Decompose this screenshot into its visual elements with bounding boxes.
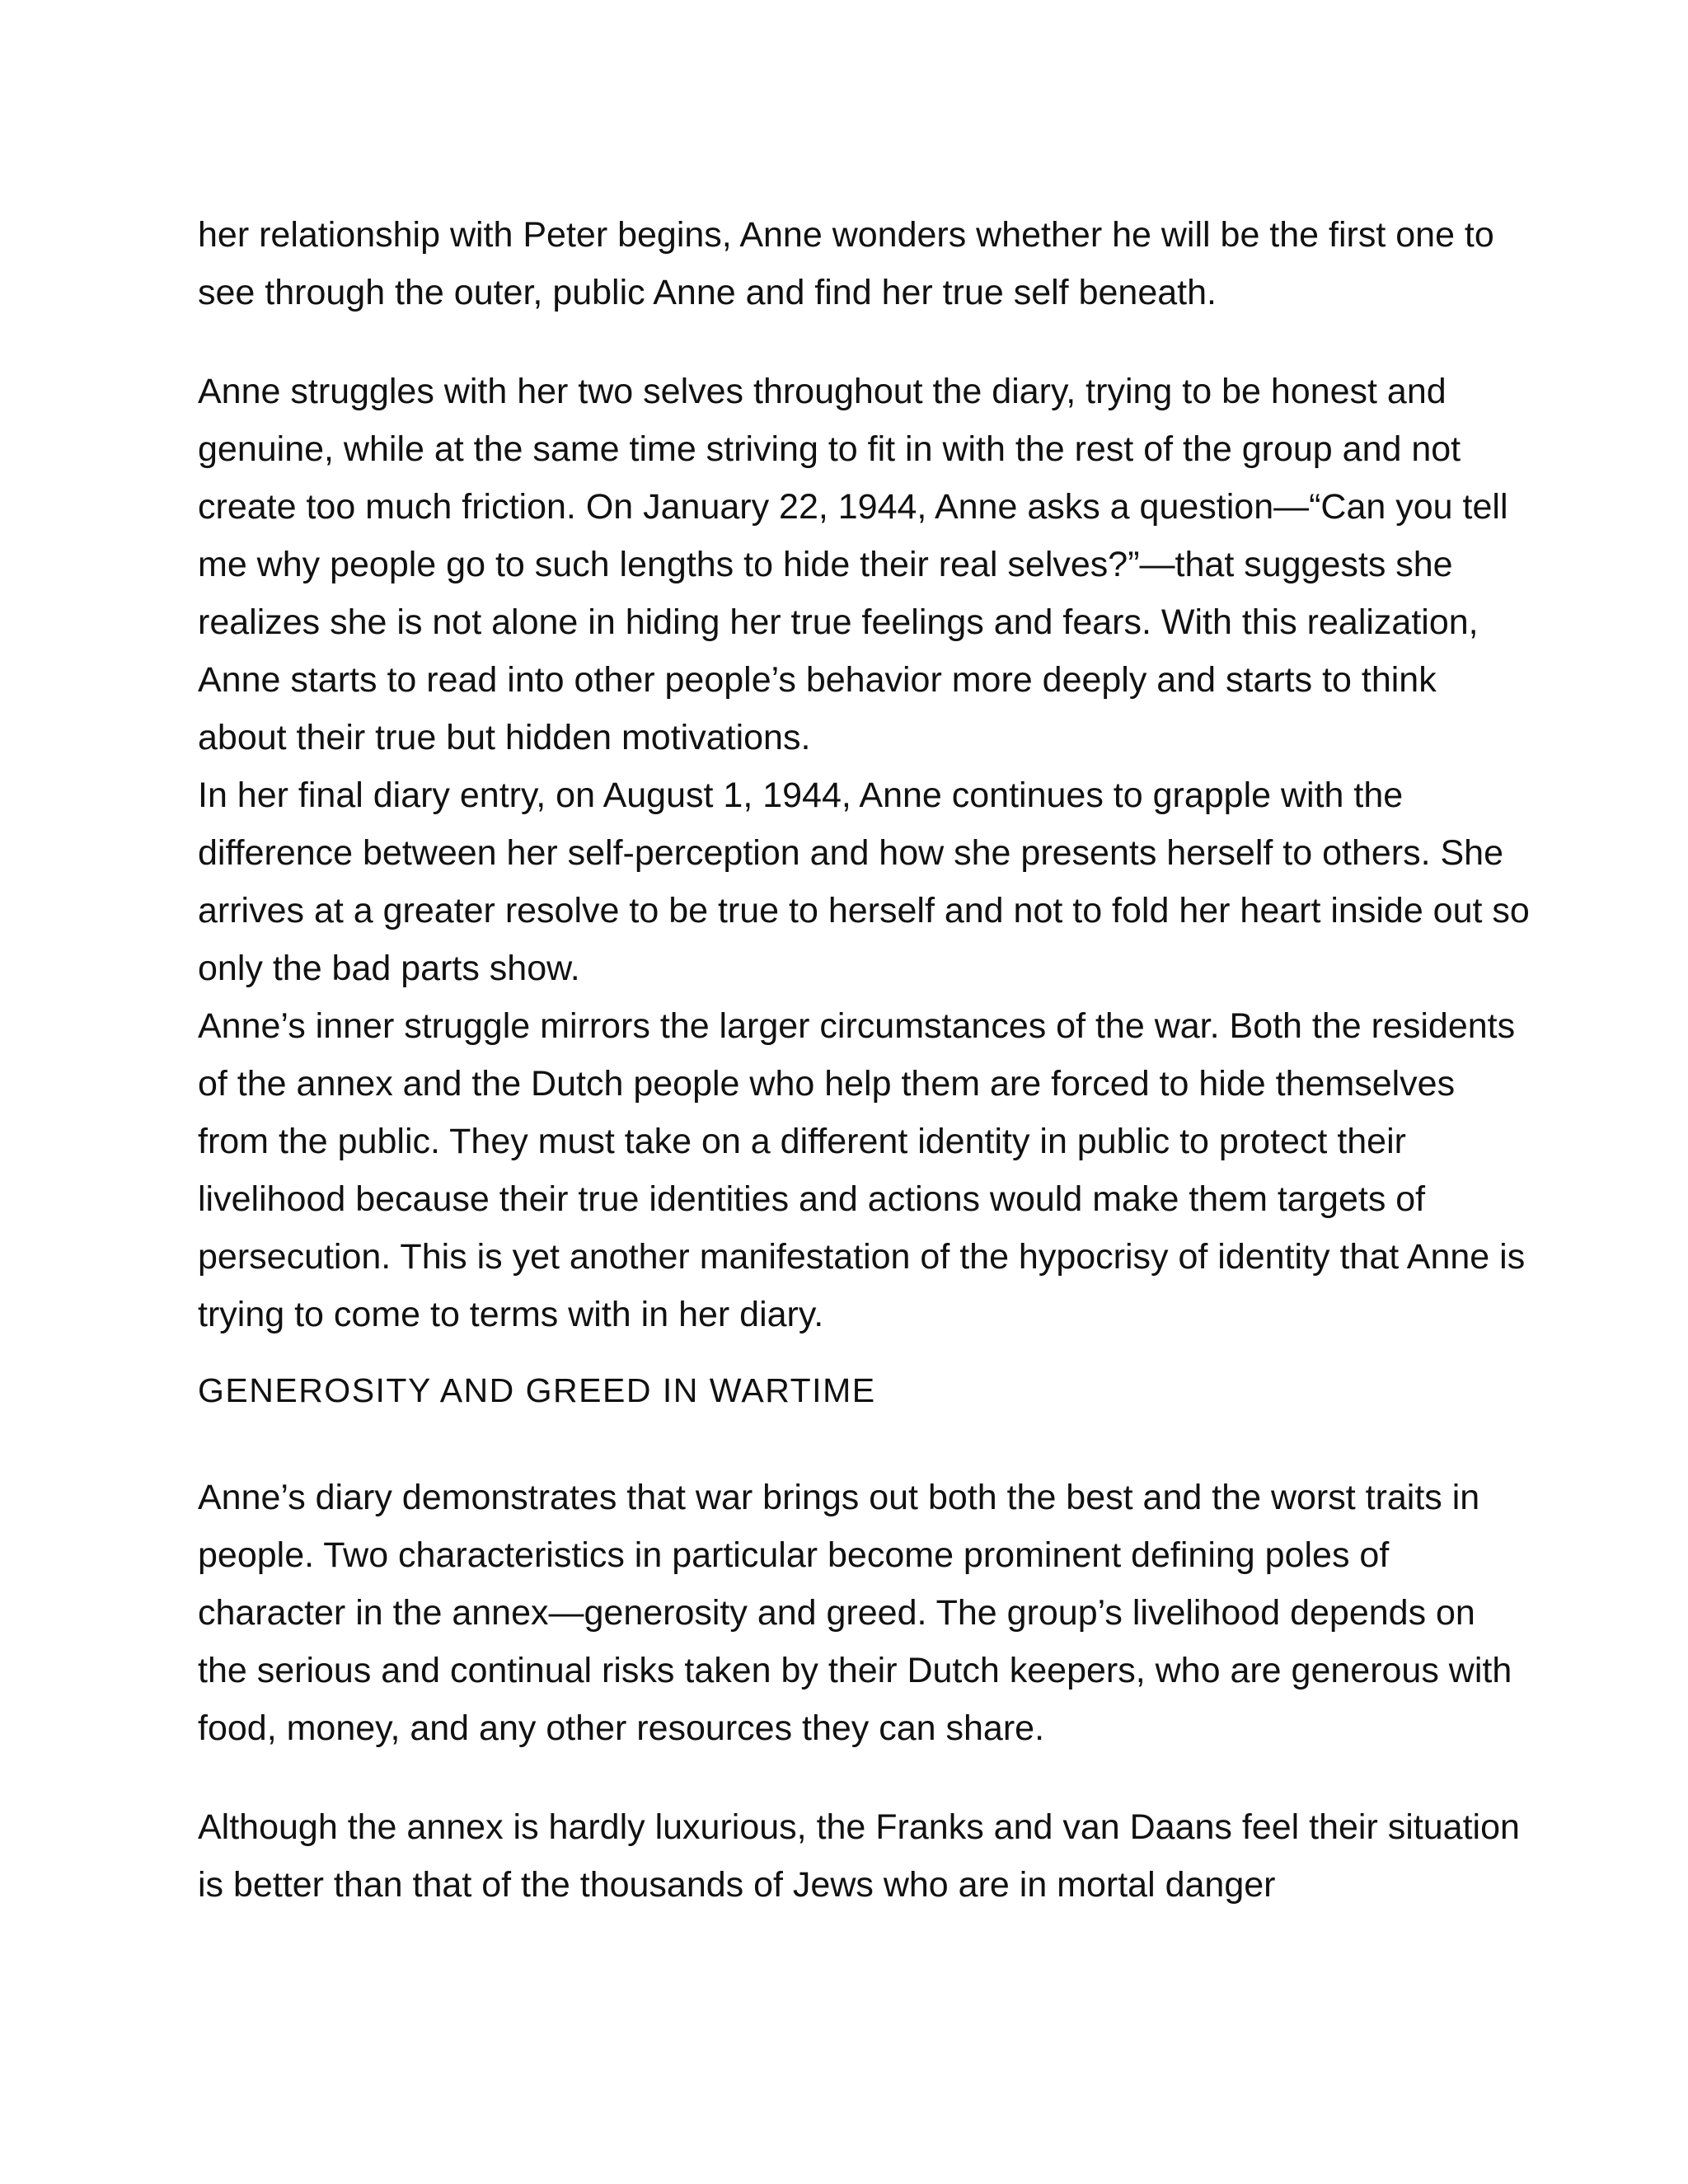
section-heading: GENEROSITY AND GREED IN WARTIME bbox=[198, 1371, 876, 1409]
paragraph-inner-struggle: Anne’s inner struggle mirrors the larger circumstances of the war. Both the residents of the annex and the Dutch people who help them are forced to hide themselves from the public. They must take on a different identity in public to protect their livelihood because their true identities and actions would make them targets of persecution. This is yet another manifestation of the hypocrisy of identity that Anne is trying to come to terms with in her diary. bbox=[198, 1006, 1526, 1334]
paragraph-peter-relationship: her relationship with Peter begins, Anne wonders whether he will be the first one to see through the outer, public Anne and find her true self beneath. bbox=[198, 215, 1494, 312]
document-body bbox=[198, 206, 1533, 1914]
paragraph-final-entry: In her final diary entry, on August 1, 1944, Anne continues to grapple with the difference between her self-perception and how she presents herself to others. She arrives at a greater resolve to be true to herself and not to fold her heart inside out so only the bad parts show. bbox=[198, 776, 1530, 988]
paragraph-best-and-worst: Anne’s diary demonstrates that war brings out both the best and the worst traits in people. Two characteristics in particular become prominent defining poles of character in the annex—generosity and greed. The group’s livelihood depends on the serious and continual risks taken by their Dutch keepers, who are generous with food, money, and any other resources they can share. bbox=[198, 1478, 1512, 1748]
paragraph-annex-situation: Although the annex is hardly luxurious, the Franks and van Daans feel their situation is better than that of the thousands of Jews who are in mortal danger bbox=[198, 1807, 1520, 1905]
paragraph-two-selves: Anne struggles with her two selves throughout the diary, trying to be honest and genuine, while at the same time striving to fit in with the rest of the group and not create too much friction. On January 22, 1944, Anne asks a question—“Can you tell me why people go to such lengths to hide their real selves?”—that suggests she realizes she is not alone in hiding her true feelings and fears. With this realization, Anne starts to read into other people’s behavior more deeply and starts to think about their true but hidden motivations. bbox=[198, 372, 1508, 757]
